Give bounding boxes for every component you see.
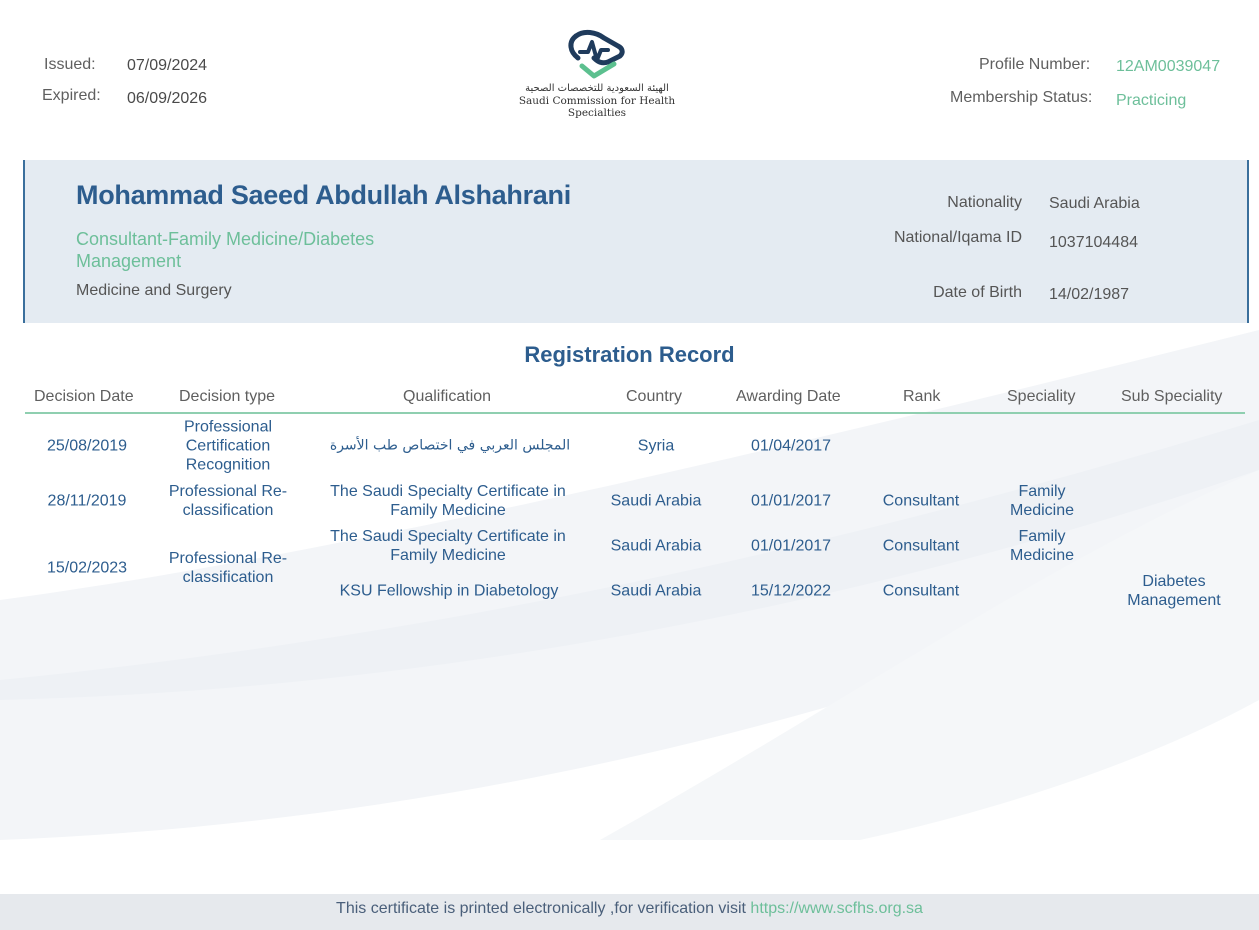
cell-rank: Consultant [882,492,960,510]
cell-decision-type: Professional Certification Recognition [183,418,273,474]
col-sub-speciality: Sub Speciality [1121,388,1223,405]
cell-decision-type: Professional Re-classification [168,483,288,519]
verification-footer [0,894,1259,930]
table-header-divider [25,412,1245,414]
issued-date: 07/09/2024 [127,57,208,74]
dob-value: 14/02/1987 [1049,286,1130,303]
national-id-label: National/Iqama ID [893,229,1022,246]
national-id-value: 1037104484 [1049,234,1138,251]
nationality-value: Saudi Arabia [1049,195,1140,212]
cell-speciality: Family Medicine [1009,528,1075,564]
cell-qualification: The Saudi Specialty Certificate in Family Medicine [330,528,566,564]
cell-awarding-date: 01/04/2017 [750,437,832,455]
cell-decision-date: 28/11/2019 [47,492,127,510]
expired-date: 06/09/2026 [127,90,208,107]
profile-panel [23,160,1249,323]
practitioner-name: Mohammad Saeed Abdullah Alshahrani [76,180,571,210]
membership-status-value: Practicing [1116,92,1187,109]
profile-number-value: 12AM0039047 [1116,58,1221,75]
cell-awarding-date: 15/12/2022 [750,582,832,600]
cell-awarding-date: 01/01/2017 [750,537,832,555]
verification-link[interactable]: https://www.scfhs.org.sa [750,900,923,917]
cell-country: Saudi Arabia [610,582,702,600]
logo-english-text: Saudi Commission for Health Specialties [518,95,676,119]
cell-rank: Consultant [882,537,960,555]
footer-text: This certificate is printed electronically ,for verification visit [336,900,751,917]
expired-label: Expired: [42,87,101,104]
cell-decision-type: Professional Re-classification [168,550,288,586]
col-awarding-date: Awarding Date [736,388,841,405]
cell-decision-date: 15/02/2023 [46,559,128,577]
profile-number-label: Profile Number: [979,56,1091,73]
logo-arabic-text: الهيئة السعودية للتخصصات الصحية [525,83,669,94]
practitioner-field: Medicine and Surgery [76,282,232,299]
cell-qualification: The Saudi Specialty Certificate in Family Medicine [330,483,566,519]
cell-speciality: Family Medicine [1009,483,1075,519]
membership-status-label: Membership Status: [950,89,1093,106]
cell-awarding-date: 01/01/2017 [750,492,832,510]
heart-map-icon [562,28,632,84]
dob-label: Date of Birth [933,284,1022,301]
col-qualification: Qualification [403,388,492,405]
cell-country: Saudi Arabia [610,537,702,555]
cell-qualification: KSU Fellowship in Diabetology [339,582,559,600]
col-decision-date: Decision Date [34,388,134,405]
practitioner-title: Consultant-Family Medicine/Diabetes Management [76,229,375,271]
registration-record-title: Registration Record [524,342,735,367]
cell-rank: Consultant [882,582,960,600]
cell-country: Saudi Arabia [610,492,702,510]
cell-decision-date: 25/08/2019 [46,437,128,455]
scfhs-logo [497,28,697,119]
issued-label: Issued: [44,56,96,73]
nationality-label: Nationality [947,194,1022,211]
col-rank: Rank [903,388,941,405]
cell-qualification: المجلس العربي في اختصاص طب الأسرة [329,437,571,454]
col-speciality: Speciality [1007,388,1076,405]
cell-sub-speciality: Diabetes Management [1127,573,1221,609]
col-country: Country [626,388,683,405]
cell-country: Syria [637,437,675,455]
col-decision-type: Decision type [179,388,276,405]
